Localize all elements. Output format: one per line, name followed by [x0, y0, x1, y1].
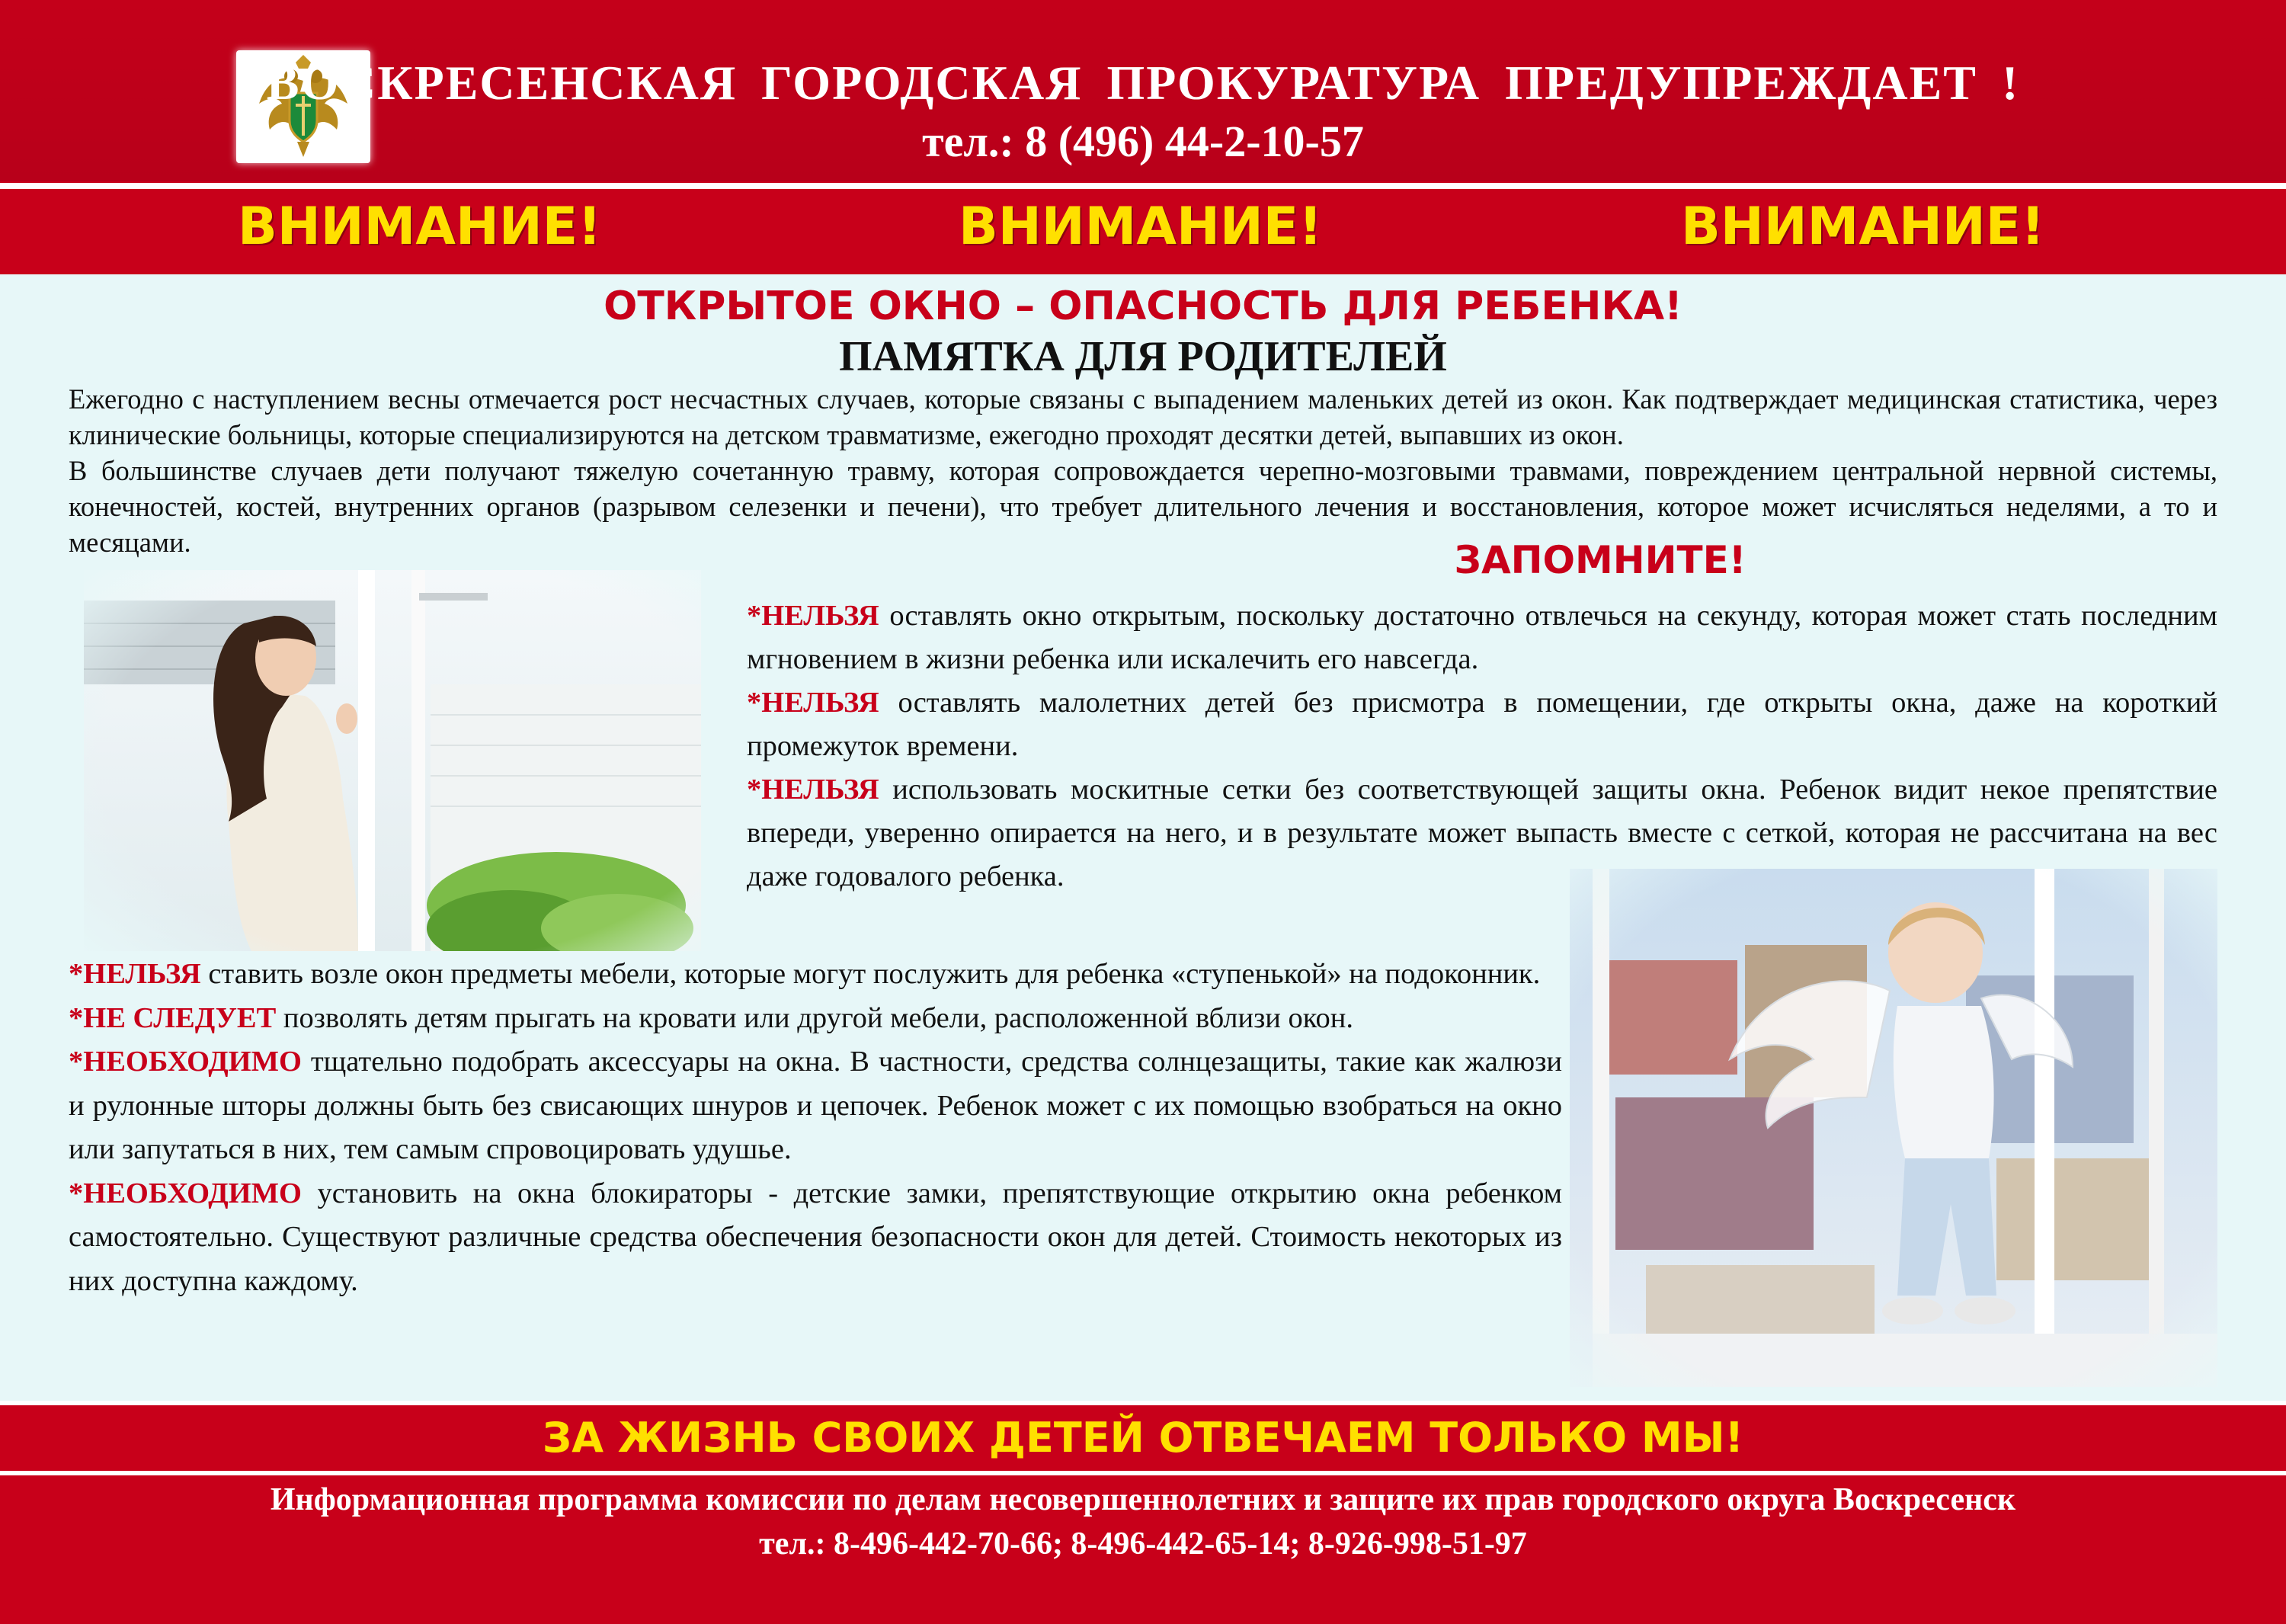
header-phone: тел.: 8 (496) 44-2-10-57 [922, 117, 1364, 166]
intro-paragraph: В большинстве случаев дети получают тяжелую сочетанную травму, которая сопровождается черепно-мозговыми травмами, повреждением центральной нервной системы, конечностей, костей, внутренних органов (разрывом селезенки и печени), что требует длительного лечения и восстановления, которое может исчисляться неделями, а то и месяцами. [69, 455, 2217, 558]
attention-label-2: ВНИМАНИЕ! [959, 197, 1323, 257]
rule-keyword: *НЕОБХОДИМО [69, 1177, 302, 1209]
rule-text: использовать москитные сетки без соответствующей защиты окна. Ребенок видит некое препятствие впереди, уверенно опирается на него, и в результате может выпасть вместе с сеткой, которая не рассчитана на вес даже годовалого ребенка. [747, 774, 2217, 892]
subtitle: ПАМЯТКА ДЛЯ РОДИТЕЛЕЙ [839, 333, 1447, 380]
rule-text: оставлять окно открытым, поскольку достаточно отвлечься на секунду, которая может стать последним мгновением в жизни ребенка или искалечить его навсегда. [747, 600, 2218, 675]
photo-child-angel-window [1570, 869, 2217, 1387]
footer-phones: тел.: 8-496-442-70-66; 8-496-442-65-14; 8-926-998-51-97 [759, 1526, 1527, 1562]
rule-keyword: *НЕЛЬЗЯ [747, 687, 879, 719]
rule-text: оставлять малолетних детей без присмотра в помещении, где открыты окна, даже на короткий промежуток времени. [747, 687, 2217, 762]
rule-item [69, 1040, 1562, 1172]
rule-keyword: *НЕЛЬЗЯ [69, 958, 201, 990]
intro-paragraph: Ежегодно с наступлением весны отмечается рост несчастных случаев, которые связаны с выпадением маленьких детей из окон. Как подтверждает медицинская статистика, через клинические больницы, которые специализируются на детском травматизме, ежегодно проходят десятки детей, выпавших из окон. [69, 383, 2217, 450]
divider-line [0, 1401, 2286, 1405]
main-title: ОТКРЫТОЕ ОКНО – ОПАСНОСТЬ ДЛЯ РЕБЕНКА! [604, 283, 1682, 329]
rules-list-left [69, 953, 1562, 1303]
divider-line [0, 183, 2286, 189]
rule-item [69, 953, 1562, 997]
rule-keyword: *НЕ СЛЕДУЕТ [69, 1001, 277, 1034]
rule-item [747, 594, 2217, 681]
rule-keyword: *НЕОБХОДИМО [69, 1046, 302, 1078]
rule-keyword: *НЕЛЬЗЯ [747, 774, 879, 806]
rule-text: тщательно подобрать аксессуары на окна. В частности, средства солнцезащиты, такие как жалюзи и рулонные шторы должны быть без свисающих шнуров и цепочек. Ребенок может с их помощью взобраться на окно или запутаться в них, тем самым спровоцировать удушье. [69, 1046, 1563, 1165]
intro-text [69, 381, 2217, 560]
rule-text: ставить возле окон предметы мебели, которые могут послужить для ребенка «ступенькой» на подоконник. [208, 958, 1541, 990]
rule-text: позволять детям прыгать на кровати или другой мебели, расположенной вблизи окон. [283, 1001, 1354, 1034]
photo-girl-at-window [84, 570, 701, 951]
rule-item [69, 997, 1562, 1041]
rule-text: установить на окна блокираторы - детские замки, препятствующие открытию окна ребенком самостоятельно. Существуют различные средства обеспечения безопасности окон для детей. Стоимость некоторых из них доступна каждому. [69, 1177, 1563, 1297]
header-title: ВОСКРЕСЕНСКАЯ ГОРОДСКАЯ ПРОКУРАТУРА ПРЕДУПРЕЖДАЕТ ! [266, 56, 2020, 110]
slogan: ЗА ЖИЗНЬ СВОИХ ДЕТЕЙ ОТВЕЧАЕМ ТОЛЬКО МЫ! [542, 1414, 1744, 1462]
footer-program: Информационная программа комиссии по делам несовершеннолетних и защите их прав городского округа Воскресенск [270, 1482, 2016, 1517]
attention-label-3: ВНИМАНИЕ! [1681, 197, 2045, 257]
rule-item [69, 1172, 1562, 1304]
attention-label-1: ВНИМАНИЕ! [238, 197, 602, 257]
remember-heading: ЗАПОМНИТЕ! [1454, 538, 1747, 582]
rule-item [747, 681, 2217, 768]
divider-line [0, 1471, 2286, 1475]
rules-list-right [747, 594, 2217, 898]
rule-keyword: *НЕЛЬЗЯ [747, 600, 879, 632]
